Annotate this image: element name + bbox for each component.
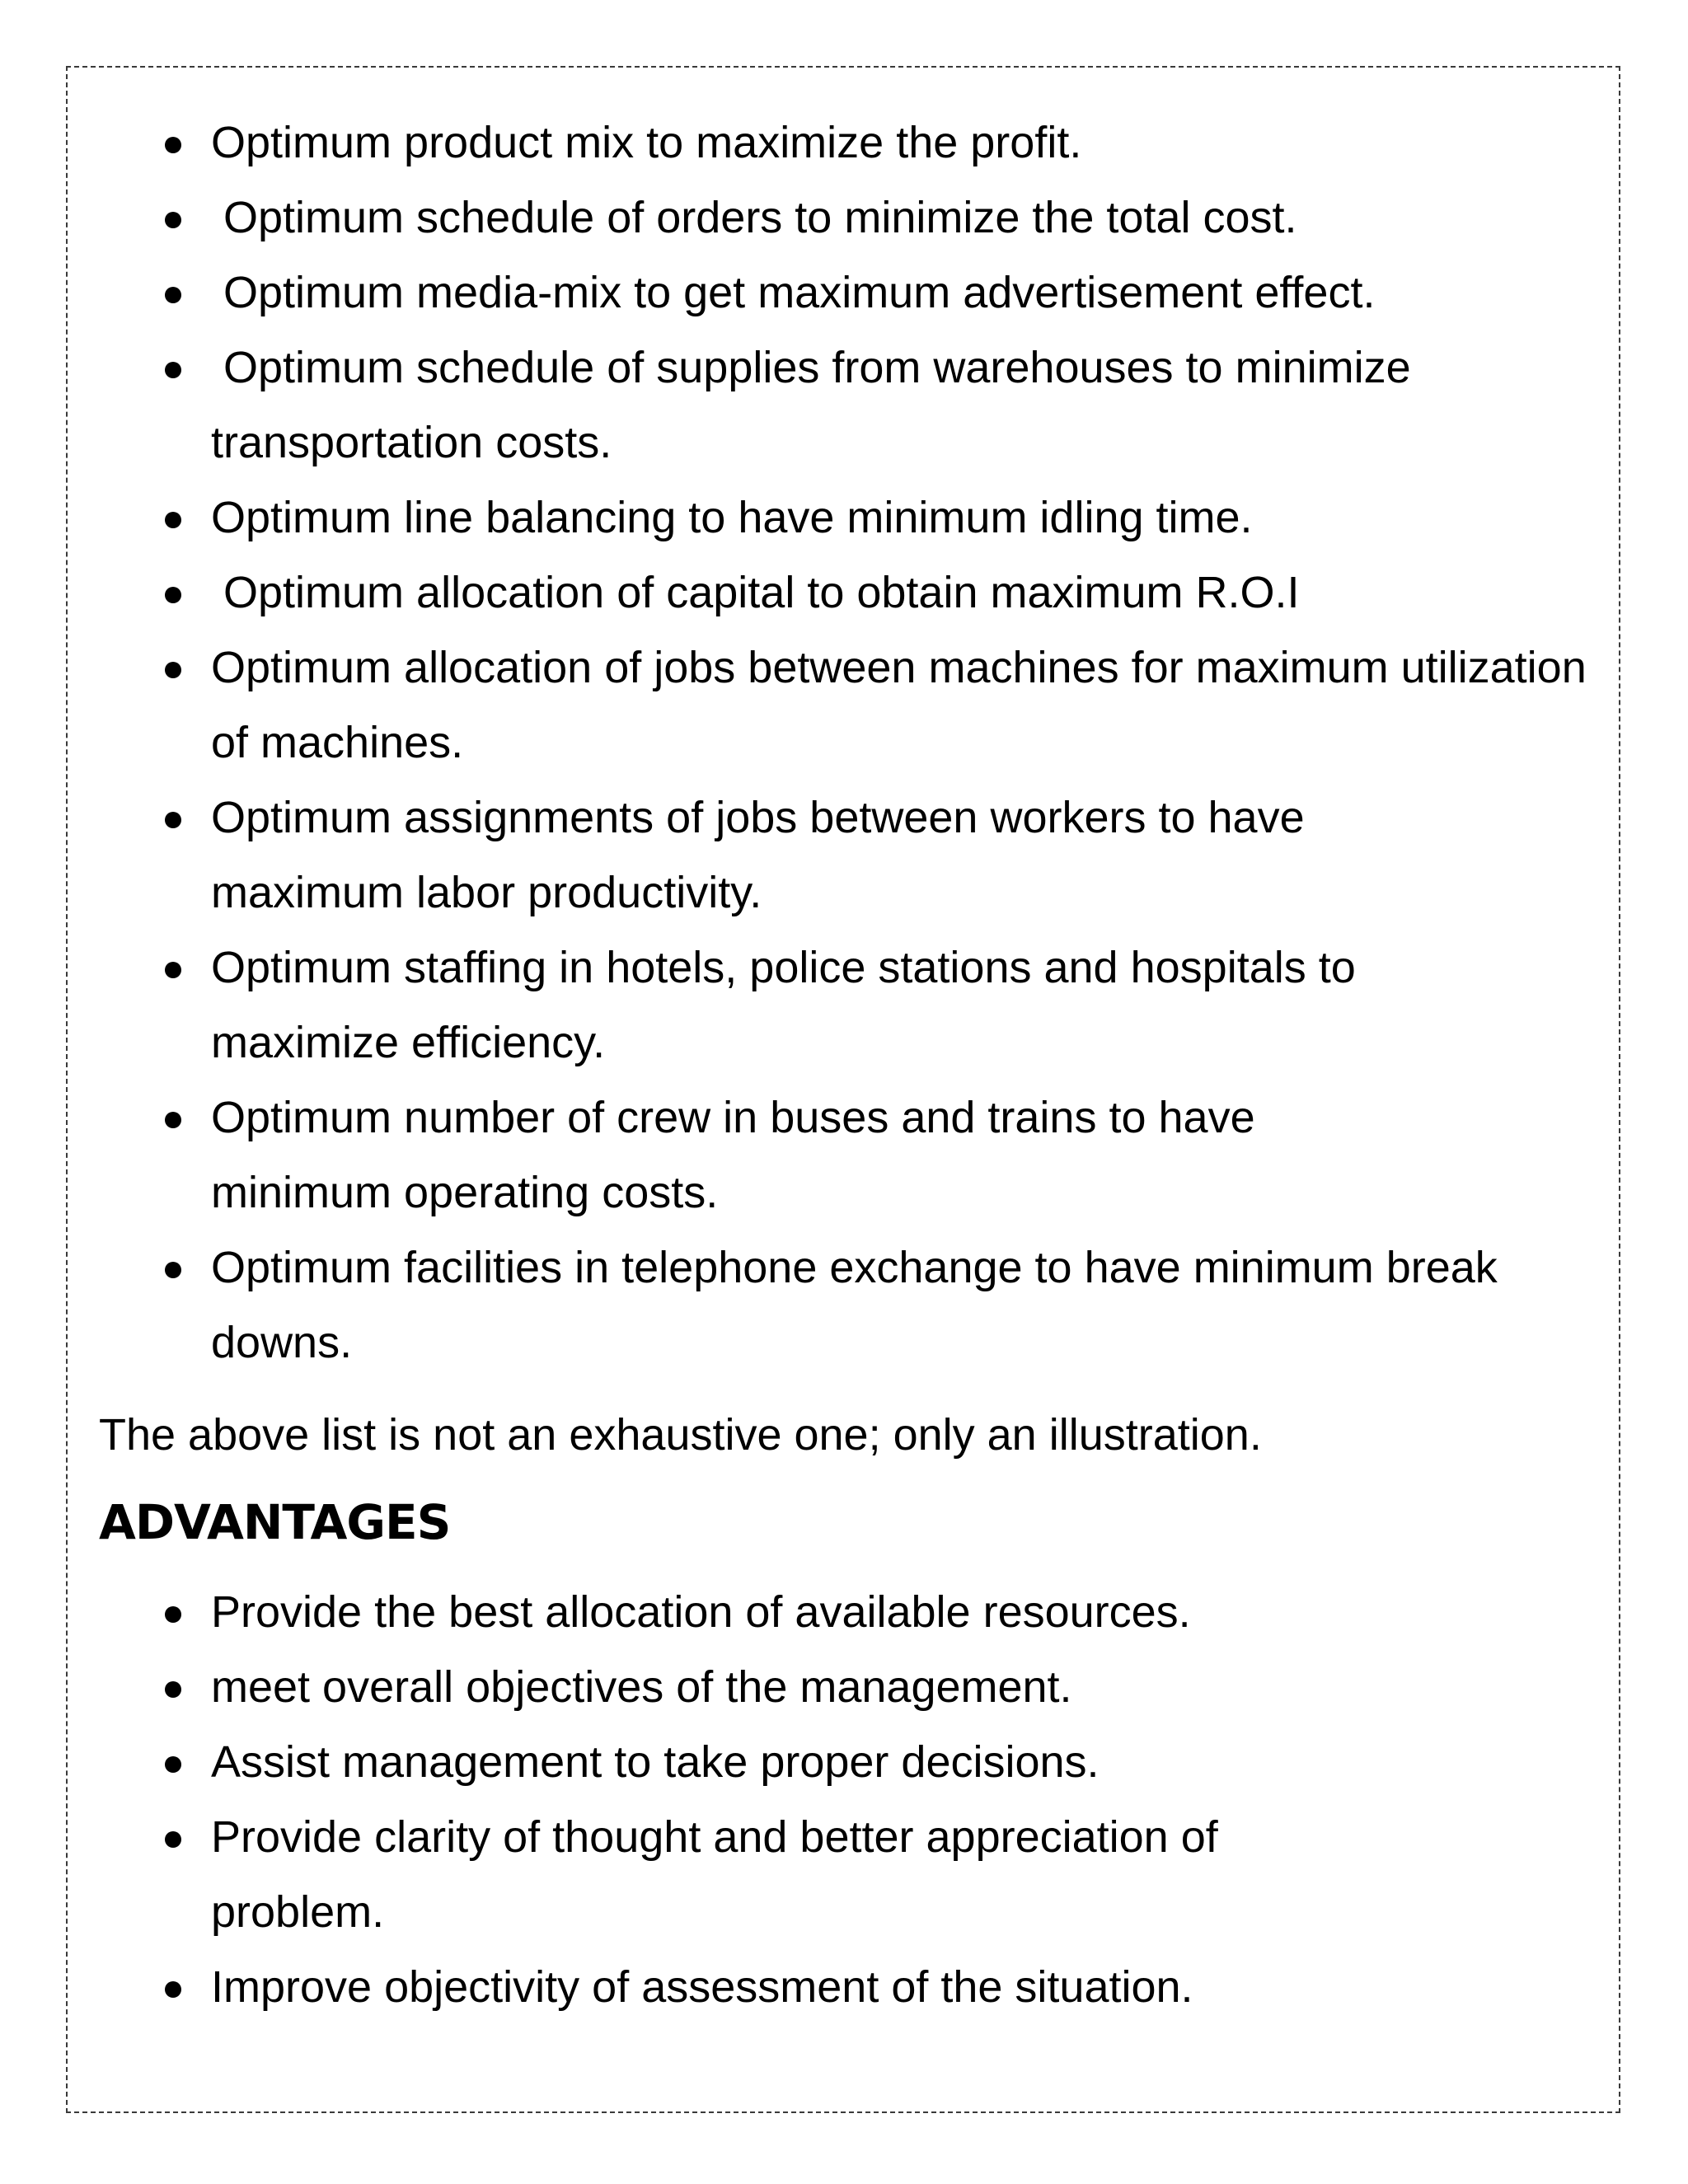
list-item-text: Optimum schedule of orders to minimize the total cost.	[211, 193, 1297, 242]
list-item	[99, 930, 1599, 1080]
list-item-text: meet overall objectives of the management.	[211, 1662, 1072, 1712]
list-item	[99, 1800, 1599, 1950]
list-item	[99, 1650, 1599, 1725]
list-item-text: Improve objectivity of assessment of the situation.	[211, 1962, 1193, 2012]
list-item	[99, 1230, 1599, 1380]
bullet-icon	[165, 1681, 181, 1698]
list-item	[99, 630, 1599, 780]
list-item	[99, 255, 1599, 330]
bullet-icon	[165, 1112, 181, 1128]
list-item	[99, 780, 1599, 930]
list-item	[99, 480, 1599, 555]
list-item-text: Optimum allocation of jobs between machines for maximum utilization of machines.	[211, 643, 1587, 767]
list-note: The above list is not an exhaustive one; only an illustration.	[99, 1410, 1262, 1460]
list-item-text: Optimum assignments of jobs between workers to have maximum labor productivity.	[211, 793, 1305, 917]
bullet-icon	[165, 137, 181, 153]
list-item-text: Optimum line balancing to have minimum idling time.	[211, 493, 1253, 542]
list-item	[99, 555, 1599, 630]
bullet-icon	[165, 662, 181, 678]
document-body	[99, 105, 1599, 2025]
list-item-text: Optimum allocation of capital to obtain maximum R.O.I	[211, 568, 1300, 617]
list-item	[99, 1080, 1599, 1230]
list-item-text: Optimum staffing in hotels, police stations and hospitals to maximize efficiency.	[211, 943, 1356, 1067]
list-item-text: Provide the best allocation of available resources.	[211, 1587, 1191, 1637]
bullet-icon	[165, 287, 181, 303]
bullet-icon	[165, 212, 181, 228]
section-heading-advantages: ADVANTAGES	[99, 1494, 451, 1550]
list-item	[99, 1725, 1599, 1800]
bullet-icon	[165, 1831, 181, 1848]
list-item-text: Optimum schedule of supplies from warehouses to minimize transportation costs.	[211, 343, 1423, 467]
bullet-icon	[165, 1606, 181, 1623]
list-item	[99, 330, 1599, 480]
bullet-icon	[165, 512, 181, 528]
advantages-list	[99, 1575, 1599, 2025]
bullet-icon	[165, 362, 181, 378]
list-item	[99, 1575, 1599, 1650]
bullet-icon	[165, 812, 181, 828]
list-item-text: Optimum product mix to maximize the profit.	[211, 118, 1082, 167]
list-item-text: Optimum media-mix to get maximum advertisement effect.	[211, 268, 1376, 317]
bullet-icon	[165, 1981, 181, 1998]
bullet-icon	[165, 962, 181, 978]
list-item-text: Provide clarity of thought and better appreciation of problem.	[211, 1812, 1218, 1937]
bullet-icon	[165, 587, 181, 603]
list-item-text: Assist management to take proper decisions.	[211, 1737, 1100, 1787]
applications-list	[99, 105, 1599, 1380]
list-item	[99, 180, 1599, 255]
list-item-text: Optimum number of crew in buses and trains to have minimum operating costs.	[211, 1093, 1255, 1217]
list-item	[99, 105, 1599, 180]
list-item-text: Optimum facilities in telephone exchange to have minimum break downs.	[211, 1243, 1498, 1367]
bullet-icon	[165, 1262, 181, 1278]
bullet-icon	[165, 1756, 181, 1773]
list-item	[99, 1950, 1599, 2025]
